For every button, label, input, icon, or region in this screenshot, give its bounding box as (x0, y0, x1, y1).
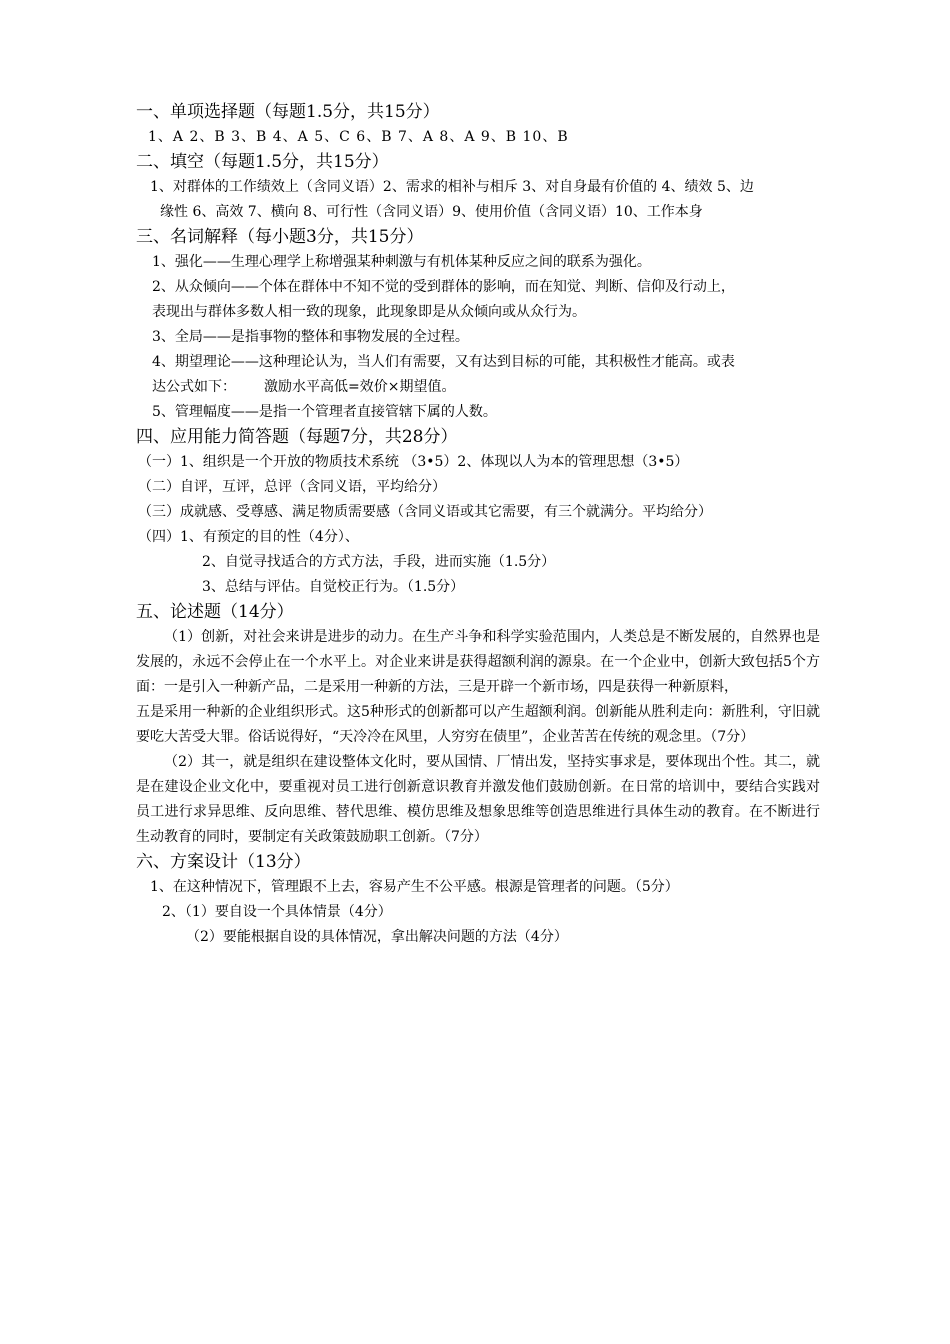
section-6-item-1: 1、在这种情况下，管理跟不上去，容易产生不公平感。根源是管理者的问题。（5分） (150, 879, 679, 895)
section-3-item-4b-line (136, 375, 820, 400)
section-1-answers: 1、A 2、B 3、B 4、A 5、C 6、B 7、A 8、A 9、B 10、B (148, 129, 569, 145)
section-5-title: 五、论述题（14分） (136, 602, 294, 622)
section-3-item-4a: 4、期望理论——这种理论认为，当人们有需要，又有达到目标的可能，其积极性才能高。或表 (152, 354, 735, 370)
section-2-line-2: 缘性 6、高效 7、横向 8、可行性（含同义语）9、使用价值（含同义语）10、工作本身 (160, 204, 703, 220)
section-3-item-2a: 2、从众倾向——个体在群体中不知不觉的受到群体的影响，而在知觉、判断、信仰及行动上， (152, 279, 735, 295)
section-4-q4b: 2、自觉寻找适合的方式方法，手段，进而实施（1.5分） (202, 554, 556, 570)
answer-key-document (136, 100, 820, 950)
section-3-item-3: 3、全局——是指事物的整体和事物发展的全过程。 (152, 329, 469, 345)
section-4-q2: （二）自评，互评，总评（含同义语，平均给分） (138, 479, 446, 495)
section-3-item-5: 5、管理幅度——是指一个管理者直接管辖下属的人数。 (152, 404, 497, 420)
section-5-paragraph-1a: （1）创新，对社会来讲是进步的动力。在生产斗争和科学实验范围内，人类总是不断发展的，自然界也是发展的，永远不会停止在一个水平上。对企业来讲是获得超额利润的源泉。在一个企业中，创新大致包括5个方面：一是引入一种新产品，二是采用一种新的方法，三是开辟一个新市场，四是获得一种新原料， (136, 629, 820, 695)
section-3-item-4b: 达公式如下： (152, 379, 236, 395)
section-6-item-2a: 2、（1）要自设一个具体情景（4分） (162, 904, 392, 920)
section-6-item-2b: （2）要能根据自设的具体情况，拿出解决问题的方法（4分） (186, 929, 568, 945)
section-4-q1: （一）1、组织是一个开放的物质技术系统 （3•5）2、体现以人为本的管理思想（3•5） (138, 454, 689, 470)
section-4-title: 四、应用能力简答题（每题7分，共28分） (136, 427, 458, 447)
section-3-title: 三、名词解释（每小题3分，共15分） (136, 227, 424, 247)
section-3-item-4c: 激励水平高低=效价×期望值。 (264, 379, 456, 395)
section-1-title: 一、单项选择题（每题1.5分，共15分） (136, 102, 440, 122)
section-4-q3: （三）成就感、受尊感、满足物质需要感（含同义语或其它需要，有三个就满分。平均给分） (138, 504, 712, 520)
section-4-q4a: （四）1、有预定的目的性（4分）、 (138, 529, 359, 545)
section-2-line-1: 1、对群体的工作绩效上（含同义语）2、需求的相补与相斥 3、对自身最有价值的 4、绩效 5、边 (150, 179, 754, 195)
section-3-item-1: 1、强化——生理心理学上称增强某种刺激与有机体某种反应之间的联系为强化。 (152, 254, 651, 270)
section-2-title: 二、填空（每题1.5分，共15分） (136, 152, 389, 172)
section-6-title: 六、方案设计（13分） (136, 852, 311, 872)
section-4-q4c: 3、总结与评估。自觉校正行为。（1.5分） (202, 579, 465, 595)
section-5-paragraph-1b: 五是采用一种新的企业组织形式。这5种形式的创新都可以产生超额利润。创新能从胜利走向：新胜利，守旧就要吃大苦受大罪。俗话说得好，“天冷冷在风里，人穷穷在债里”，企业苦苦在传统的观念里。（7分） (136, 704, 820, 745)
section-3-item-2b: 表现出与群体多数人相一致的现象，此现象即是从众倾向或从众行为。 (152, 304, 586, 320)
section-5-paragraph-2: （2）其一，就是组织在建设整体文化时，要从国情、厂情出发，坚持实事求是，要体现出个性。其二，就是在建设企业文化中，要重视对员工进行创新意识教育并激发他们鼓励创新。在日常的培训中，要结合实践对员工进行求异思维、反向思维、替代思维、模仿思维及想象思维等创造思维进行具体生动的教育。在不断进行生动教育的同时，要制定有关政策鼓励职工创新。（7分） (136, 754, 820, 845)
